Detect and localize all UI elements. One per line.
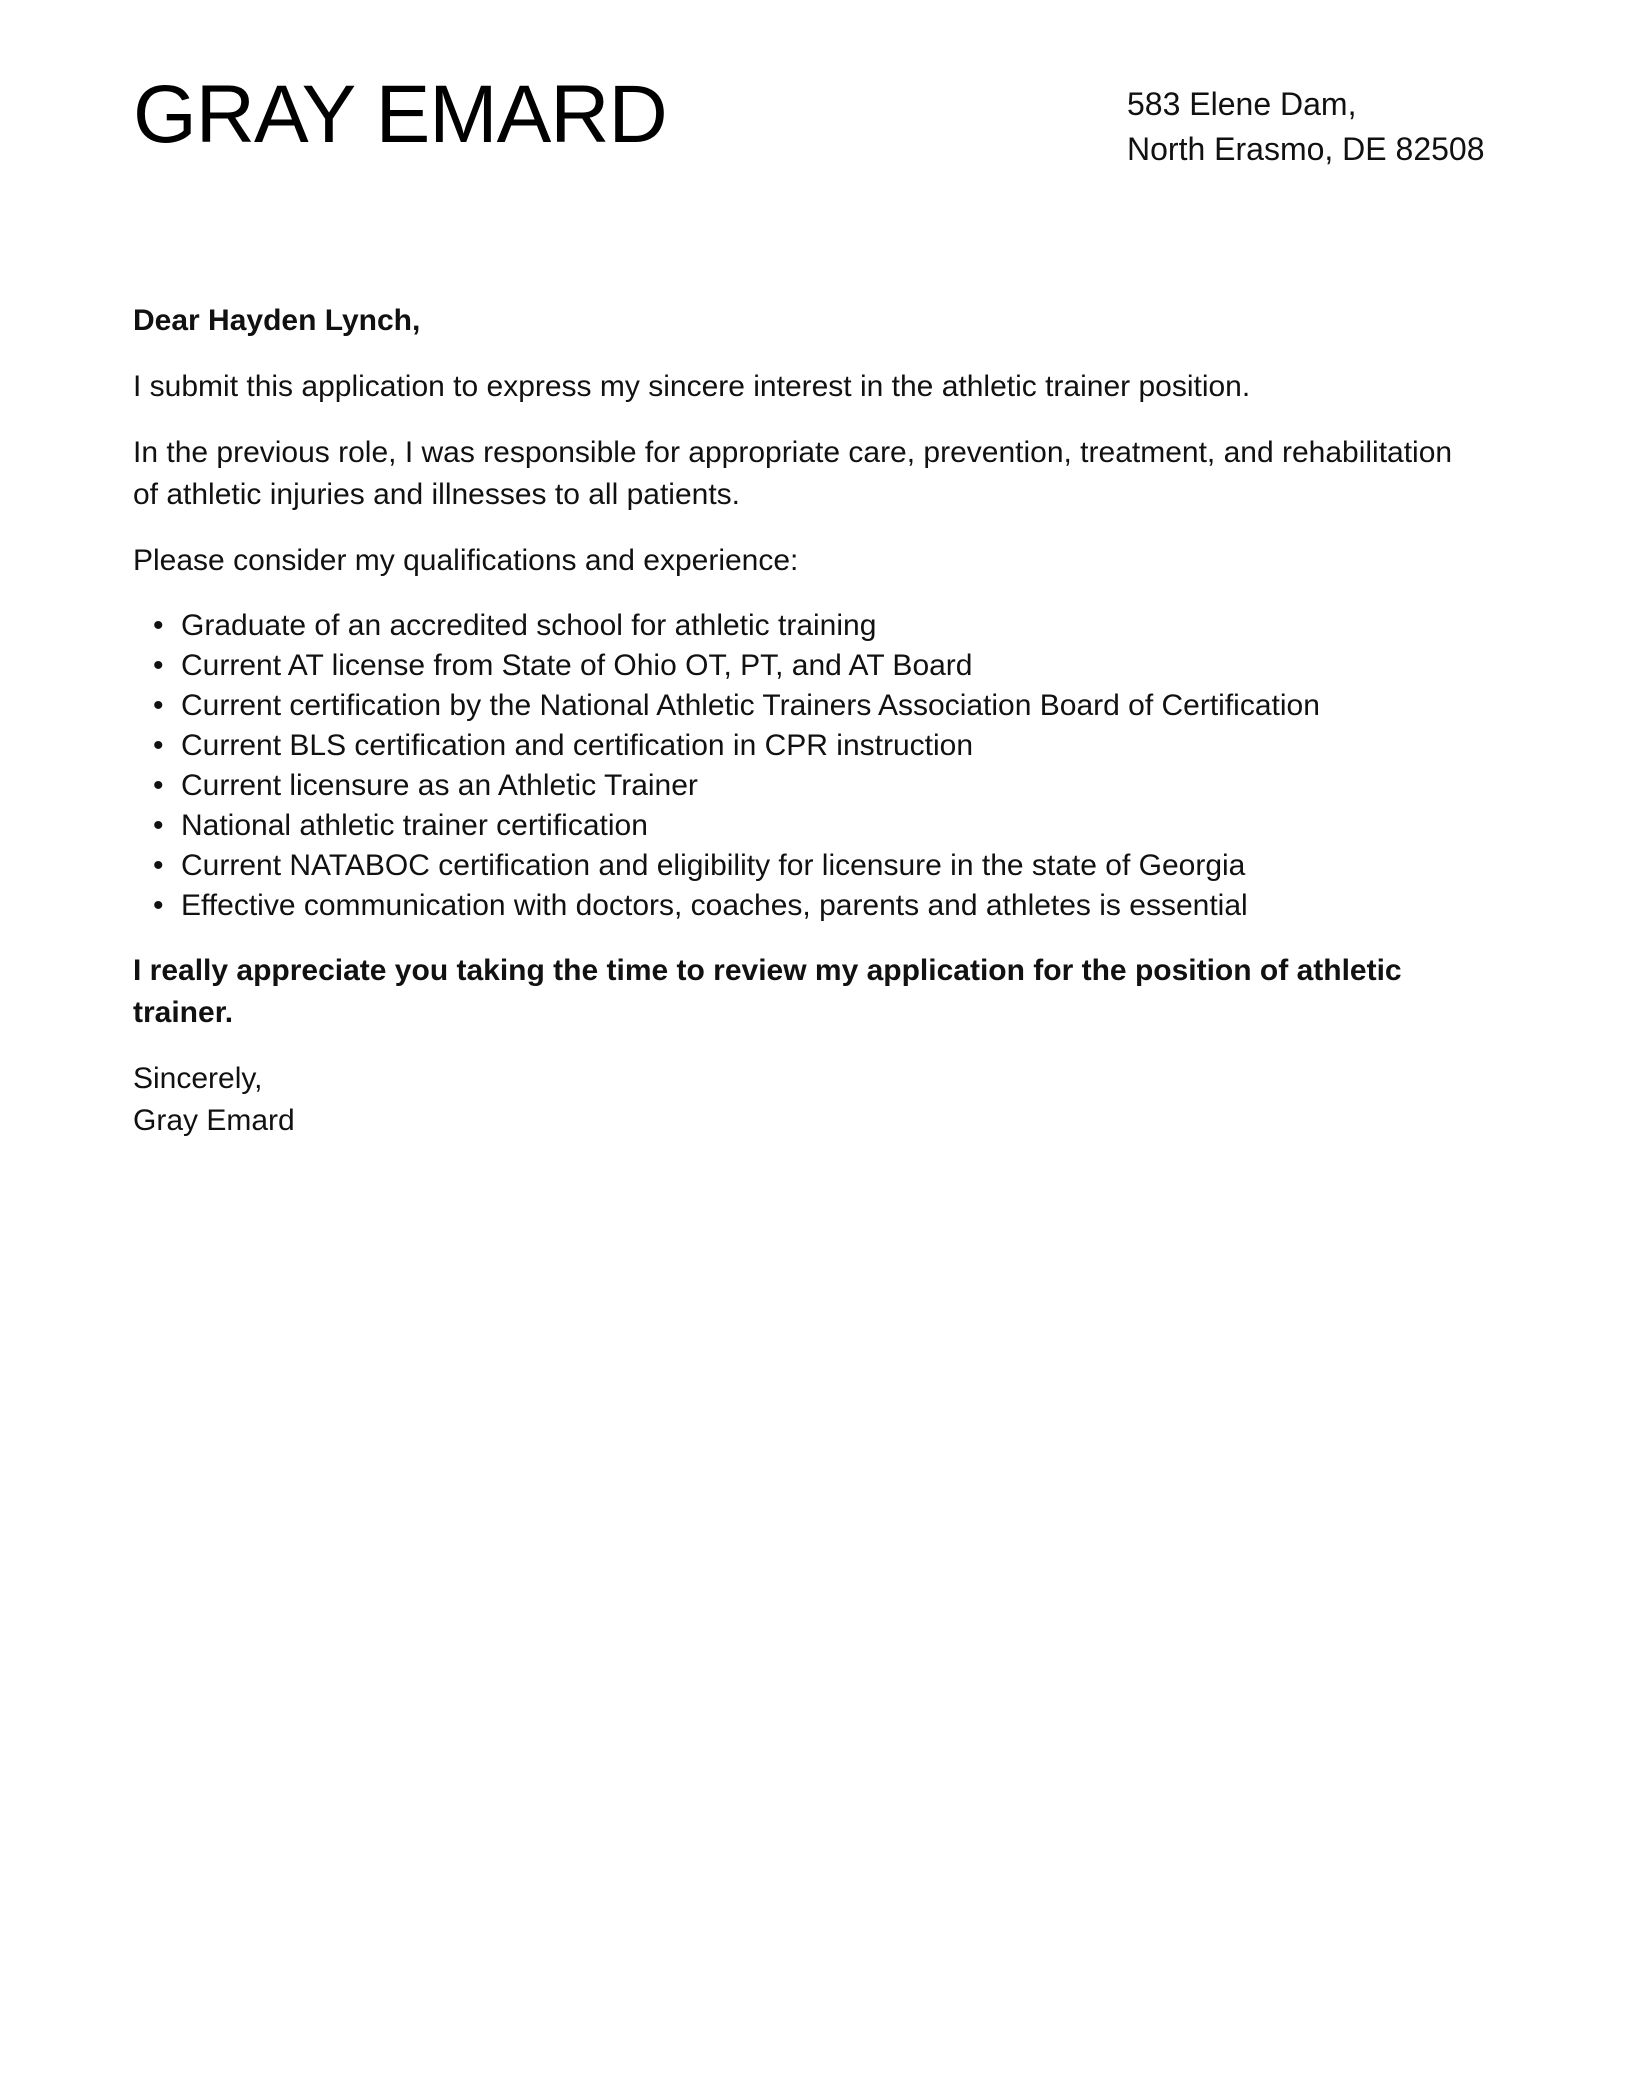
bullet-icon: • [153,889,164,922]
bullet-icon: • [153,769,164,802]
bullet-icon: • [153,609,164,642]
address-line-1: 583 Elene Dam, [1127,86,1357,122]
address-line-2: North Erasmo, DE 82508 [1127,131,1485,167]
signoff: Sincerely, [133,1062,263,1095]
applicant-address [1127,82,1485,172]
list-item [133,726,1463,766]
qualification-text: Current AT license from State of Ohio OT, PT, and AT Board [181,649,973,682]
intro-paragraph: I submit this application to express my sincere interest in the athletic trainer position. [133,370,1251,403]
qualifications-lead: Please consider my qualifications and experience: [133,544,799,577]
letter-body [133,300,1463,1166]
qualification-text: Effective communication with doctors, coaches, parents and athletes is essential [181,889,1248,922]
applicant-name: GRAY EMARD [133,69,667,160]
signoff-block [133,1058,1463,1142]
list-item [133,646,1463,686]
qualification-text: Current licensure as an Athletic Trainer [181,769,698,802]
qualification-text: Current NATABOC certification and eligibility for licensure in the state of Georgia [181,849,1246,882]
experience-paragraph: In the previous role, I was responsible for appropriate care, prevention, treatment, and rehabilitation of athletic injuries and illnesses to all patients. [133,436,1453,511]
salutation: Dear Hayden Lynch, [133,304,421,337]
list-item [133,686,1463,726]
list-item [133,766,1463,806]
qualification-text: Graduate of an accredited school for athletic training [181,609,877,642]
bullet-icon: • [153,689,164,722]
list-item [133,886,1463,926]
qualification-text: Current certification by the National Athletic Trainers Association Board of Certification [181,689,1320,722]
bullet-icon: • [153,729,164,762]
bullet-icon: • [153,649,164,682]
list-item [133,846,1463,886]
qualification-text: National athletic trainer certification [181,809,648,842]
list-item [133,806,1463,846]
closing-paragraph: I really appreciate you taking the time to review my application for the position of athletic trainer. [133,954,1402,1029]
list-item [133,606,1463,646]
qualifications-list [133,606,1463,926]
qualification-text: Current BLS certification and certification in CPR instruction [181,729,974,762]
bullet-icon: • [153,809,164,842]
bullet-icon: • [153,849,164,882]
signature-name: Gray Emard [133,1104,295,1137]
